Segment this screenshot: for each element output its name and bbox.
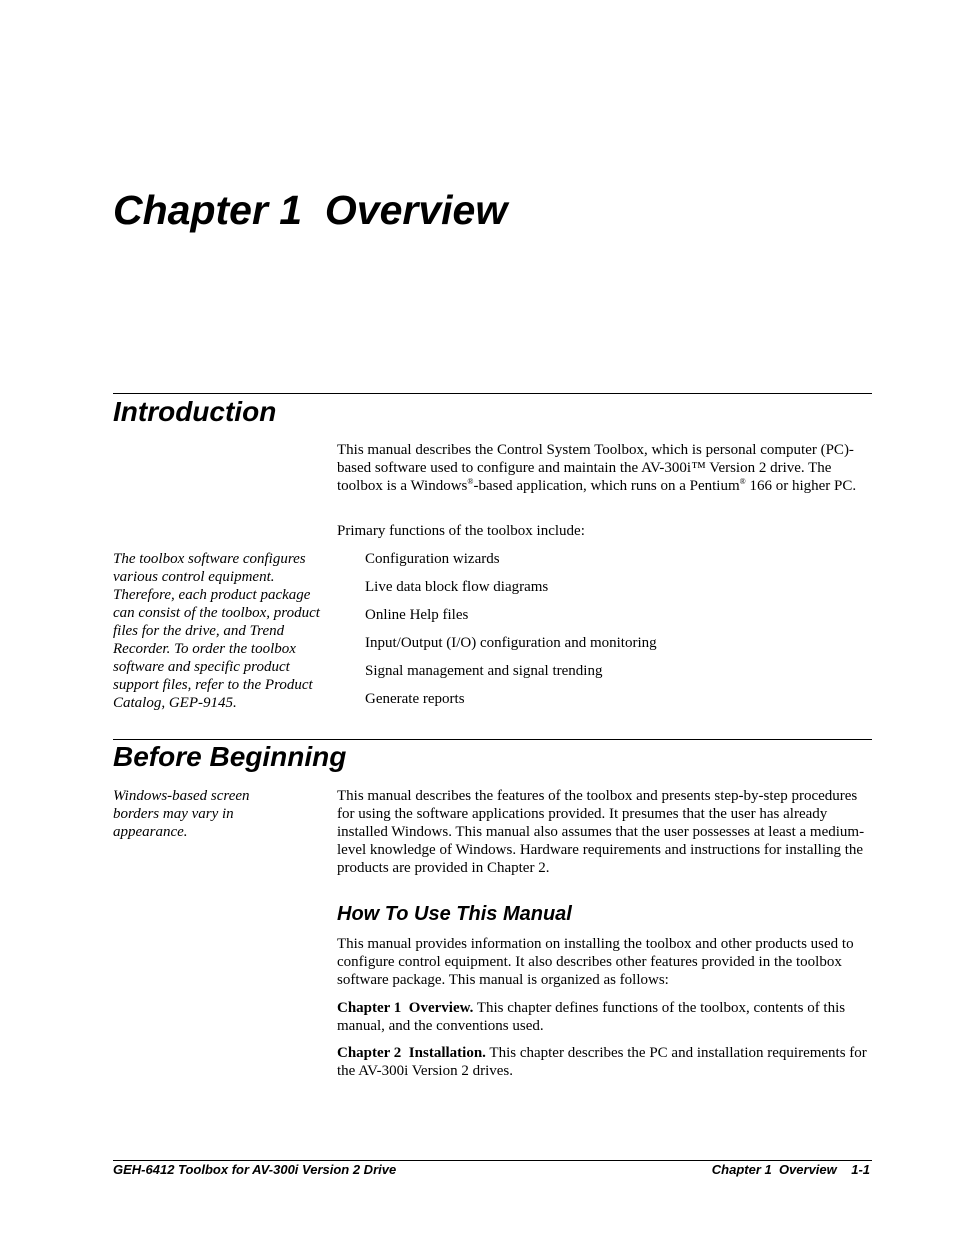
chapter2-description: Chapter 2 Installation. This chapter describes the PC and installation requirements for the AV-300i Version 2 drives.: [337, 1045, 867, 1079]
list-item: Configuration wizards: [365, 551, 500, 567]
footer-page-reference: Chapter 1 Overview 1-1: [711, 1162, 870, 1177]
section-divider: [113, 393, 872, 394]
introduction-side-note: The toolbox software configures various control equipment. Therefore, each product package can consist of the toolbox, product files for the drive, and Trend Recorder. To order the toolbox software and specific product support files, refer to the Product Catalog, GEP-9145.: [113, 551, 320, 711]
functions-list: [365, 550, 657, 718]
chapter1-description: Chapter 1 Overview. This chapter defines functions of the toolbox, contents of this manual, and the conventions used.: [337, 1000, 846, 1034]
chapter1-label: Chapter 1 Overview.: [337, 1000, 474, 1016]
chapter-title: Chapter 1 Overview: [113, 187, 508, 233]
functions-intro: Primary functions of the toolbox include:: [337, 523, 585, 539]
introduction-paragraph: This manual describes the Control System Toolbox, which is personal computer (PC)-based software used to configure and maintain the AV-300i™ Version 2 drive. The toolbox is a Windows®-based application, which runs on a Pentium® 166 or higher PC.: [337, 442, 857, 494]
how-to-use-paragraph: This manual provides information on installing the toolbox and other products used to configure control equipment. It also describes other features provided in the toolbox software package. This manual is organized as follows:: [337, 936, 854, 988]
list-item: Signal management and signal trending: [365, 663, 603, 679]
chapter2-label: Chapter 2 Installation.: [337, 1045, 486, 1061]
registered-mark: ®: [739, 477, 746, 486]
footer-document-title: GEH-6412 Toolbox for AV-300i Version 2 Drive: [113, 1162, 397, 1177]
registered-mark: ®: [467, 477, 474, 486]
list-item: Live data block flow diagrams: [365, 579, 549, 595]
how-to-use-heading: How To Use This Manual: [337, 903, 572, 925]
before-beginning-paragraph: This manual describes the features of the toolbox and presents step-by-step procedures for using the software applications provided. It presumes that the user has already installed Windows. This manual also assumes that the user possesses at least a medium-level knowledge of Windows. Hardware requirements and instructions for installing the products are provided in Chapter 2.: [337, 788, 865, 876]
list-item: Generate reports: [365, 691, 465, 707]
list-item: Online Help files: [365, 607, 469, 623]
before-beginning-heading: Before Beginning: [113, 741, 347, 772]
list-item: Input/Output (I/O) configuration and monitoring: [365, 635, 657, 651]
introduction-heading: Introduction: [113, 396, 277, 427]
footer-divider: [113, 1160, 872, 1161]
before-beginning-side-note: Windows-based screen borders may vary in appearance.: [113, 788, 250, 840]
